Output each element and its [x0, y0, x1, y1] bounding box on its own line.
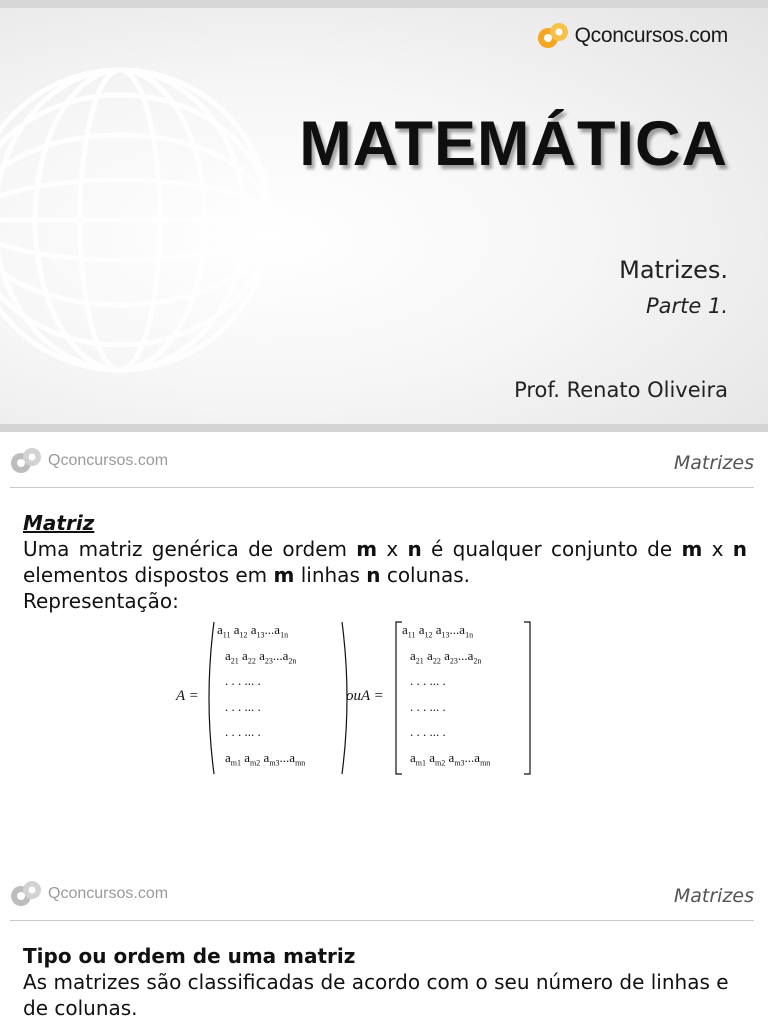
bold-m: m — [681, 537, 703, 561]
page-title: MATEMÁTICA — [299, 109, 728, 179]
header-divider — [10, 920, 754, 921]
slide-header-brand — [10, 879, 168, 909]
text: linhas — [294, 563, 367, 587]
matrix-middle: ouA = — [346, 688, 384, 704]
slide-header-brand — [10, 446, 168, 476]
section-heading: Matriz — [23, 511, 95, 535]
brand-logo-icon — [10, 879, 44, 909]
brand-logo[interactable] — [537, 18, 728, 54]
text: colunas. — [380, 563, 470, 587]
matrix-paren — [215, 622, 341, 775]
slide-topic: Matrizes — [673, 885, 754, 907]
text: x — [377, 537, 408, 561]
matrix-row: . . . ... . — [410, 698, 446, 714]
text: elementos dispostos em — [23, 563, 274, 587]
bold-m: m — [273, 563, 295, 587]
bold-m: m — [356, 537, 378, 561]
matrix-lhs: A = — [176, 688, 199, 704]
part-label: Parte 1. — [645, 294, 728, 318]
definition-paragraph — [23, 536, 747, 588]
bold-n: n — [407, 537, 422, 561]
matrix-row: $a_{11}$ $a_{12}$ $a_{13}...a_{1n}$ — [217, 622, 289, 640]
globe-watermark — [0, 60, 280, 380]
title-slide — [0, 0, 768, 432]
slide-body — [23, 943, 747, 1021]
brand-name: Qconcursos.com — [48, 452, 169, 469]
text: x — [702, 537, 733, 561]
section-heading: Tipo ou ordem de uma matriz — [23, 944, 356, 968]
slide-topic: Matrizes — [673, 452, 754, 474]
slide-top-bar — [0, 0, 768, 8]
matrix-bracket — [400, 622, 526, 775]
slide-bottom-bar — [0, 424, 768, 432]
author: Prof. Renato Oliveira — [514, 378, 728, 402]
bold-n: n — [732, 537, 747, 561]
matrix-formula — [170, 620, 550, 776]
brand-logo-icon — [10, 446, 44, 476]
text: é qualquer conjunto de — [421, 537, 682, 561]
subtitle: Matrizes. — [619, 256, 728, 284]
matrix-row: . . . ... . — [225, 724, 261, 739]
text: Uma matriz genérica de ordem — [23, 537, 357, 561]
matrix-row: . . . ... . — [225, 673, 261, 688]
matrix-row: $a_{21}$ $a_{22}$ $a_{23}...a_{2n}$ — [225, 647, 297, 666]
matrix-row: . . . ... . — [410, 673, 446, 688]
header-divider — [10, 487, 754, 488]
bold-n: n — [366, 563, 381, 587]
body-paragraph: As matrizes são classificadas de acordo com o seu número de linhas e de colunas. — [23, 970, 729, 1020]
matrix-row: . . . ... . — [225, 698, 261, 714]
brand-name: Qconcursos.com — [574, 24, 728, 47]
matrix-row: $a_{11}$ $a_{12}$ $a_{13}...a_{1n}$ — [402, 622, 474, 640]
matrix-row: $a_{m1}$ $a_{m2}$ $a_{m3}...a_{mn}$ — [225, 749, 306, 768]
matrix-row: . . . ... . — [410, 724, 446, 739]
brand-name: Qconcursos.com — [48, 885, 169, 902]
slide-body — [23, 510, 747, 614]
brand-logo-icon — [537, 21, 571, 51]
representation-label: Representação: — [23, 589, 179, 613]
matrix-row: $a_{m1}$ $a_{m2}$ $a_{m3}...a_{mn}$ — [410, 749, 491, 768]
matrix-row: $a_{21}$ $a_{22}$ $a_{23}...a_{2n}$ — [410, 647, 482, 666]
